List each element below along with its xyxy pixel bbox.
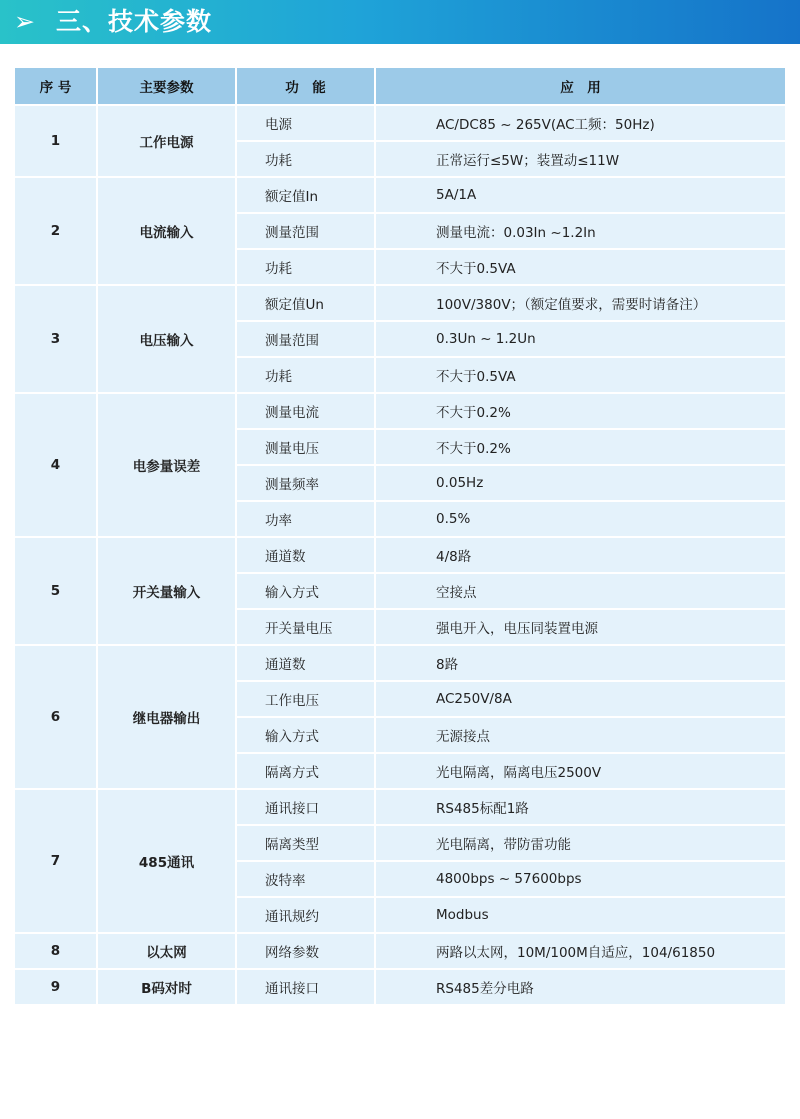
function-cell: 测量频率 [236,465,375,501]
function-cell: 测量范围 [236,213,375,249]
application-cell: 无源接点 [375,717,786,753]
main-parameter: 电参量误差 [97,393,236,537]
application-cell: 不大于0.2% [375,393,786,429]
function-cell: 功耗 [236,141,375,177]
function-cell: 测量电压 [236,429,375,465]
row-number: 9 [14,969,97,1005]
application-cell: 0.3Un ~ 1.2Un [375,321,786,357]
main-parameter: 电流输入 [97,177,236,285]
application-cell: 4/8路 [375,537,786,573]
function-cell: 额定值Un [236,285,375,321]
table-row [14,969,786,1005]
row-number: 1 [14,105,97,177]
header-func: 功 能 [236,67,375,105]
table-body [14,105,786,1005]
application-cell: 0.5% [375,501,786,537]
main-parameter: 电压输入 [97,285,236,393]
row-number: 3 [14,285,97,393]
application-cell: 光电隔离，隔离电压2500V [375,753,786,789]
function-cell: 隔离类型 [236,825,375,861]
function-cell: 输入方式 [236,717,375,753]
function-cell: 通讯接口 [236,969,375,1005]
function-cell: 输入方式 [236,573,375,609]
table-row [14,537,786,573]
function-cell: 开关量电压 [236,609,375,645]
main-parameter: 继电器输出 [97,645,236,789]
table-header-row [14,67,786,105]
arrow-icon: ➢ [14,7,35,36]
application-cell: AC/DC85 ~ 265V(AC工频：50Hz) [375,105,786,141]
application-cell: RS485差分电路 [375,969,786,1005]
application-cell: 不大于0.2% [375,429,786,465]
function-cell: 网络参数 [236,933,375,969]
header-app: 应 用 [375,67,786,105]
function-cell: 工作电压 [236,681,375,717]
header-param: 主要参数 [97,67,236,105]
application-cell: 不大于0.5VA [375,357,786,393]
function-cell: 功耗 [236,357,375,393]
main-parameter: 工作电源 [97,105,236,177]
application-cell: AC250V/8A [375,681,786,717]
application-cell: 100V/380V；（额定值要求，需要时请备注） [375,285,786,321]
main-parameter: 以太网 [97,933,236,969]
function-cell: 通讯规约 [236,897,375,933]
function-cell: 电源 [236,105,375,141]
application-cell: 0.05Hz [375,465,786,501]
row-number: 6 [14,645,97,789]
application-cell: 光电隔离，带防雷功能 [375,825,786,861]
application-cell: 正常运行≤5W；装置动≤11W [375,141,786,177]
application-cell: 不大于0.5VA [375,249,786,285]
table-row [14,933,786,969]
function-cell: 功耗 [236,249,375,285]
main-parameter: 485通讯 [97,789,236,933]
row-number: 8 [14,933,97,969]
function-cell: 波特率 [236,861,375,897]
row-number: 7 [14,789,97,933]
function-cell: 通讯接口 [236,789,375,825]
table-row [14,393,786,429]
application-cell: 两路以太网，10M/100M自适应，104/61850 [375,933,786,969]
function-cell: 通道数 [236,645,375,681]
application-cell: 5A/1A [375,177,786,213]
application-cell: Modbus [375,897,786,933]
row-number: 2 [14,177,97,285]
table-row [14,789,786,825]
table-row [14,105,786,141]
function-cell: 通道数 [236,537,375,573]
row-number: 4 [14,393,97,537]
table-row [14,177,786,213]
application-cell: 空接点 [375,573,786,609]
spec-table [13,66,787,1006]
header-no: 序 号 [14,67,97,105]
function-cell: 测量电流 [236,393,375,429]
main-parameter: 开关量输入 [97,537,236,645]
section-title: 三、技术参数 [56,7,213,36]
application-cell: 强电开入，电压同装置电源 [375,609,786,645]
table-row [14,285,786,321]
main-parameter: B码对时 [97,969,236,1005]
function-cell: 隔离方式 [236,753,375,789]
application-cell: 4800bps ~ 57600bps [375,861,786,897]
section-header-banner [0,0,800,44]
row-number: 5 [14,537,97,645]
application-cell: 8路 [375,645,786,681]
function-cell: 功率 [236,501,375,537]
function-cell: 额定值In [236,177,375,213]
application-cell: RS485标配1路 [375,789,786,825]
application-cell: 测量电流：0.03In ~1.2In [375,213,786,249]
table-row [14,645,786,681]
function-cell: 测量范围 [236,321,375,357]
